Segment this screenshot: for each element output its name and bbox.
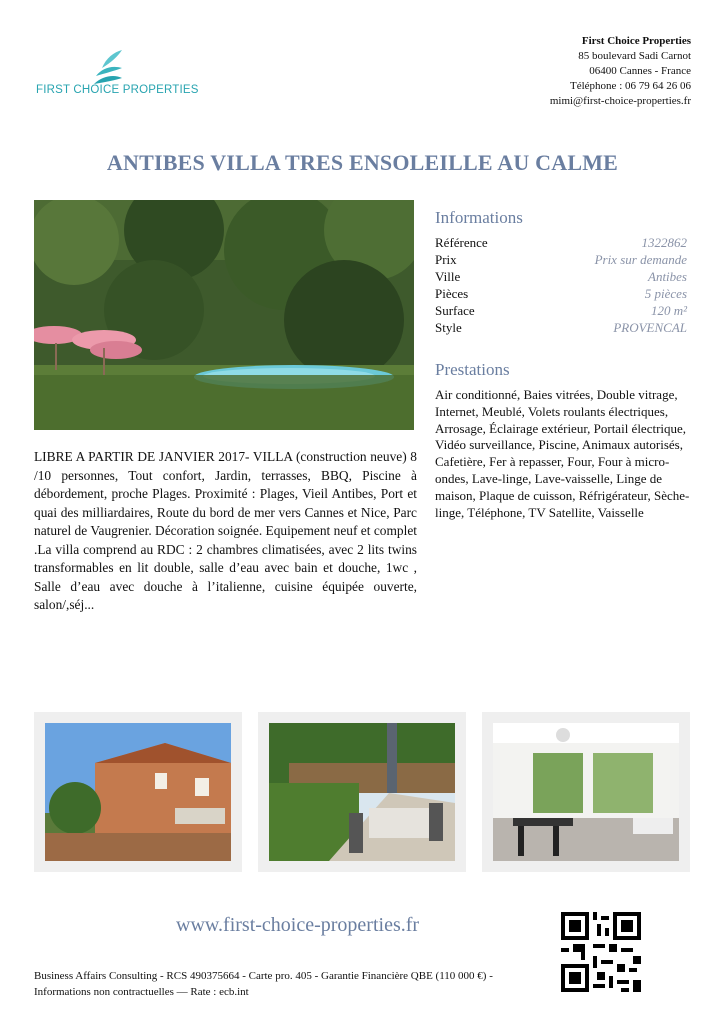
website-link[interactable]: www.first-choice-properties.fr bbox=[176, 914, 420, 936]
info-row-rooms bbox=[435, 285, 687, 302]
info-label: Pièces bbox=[435, 286, 469, 301]
thumbnail-interior[interactable] bbox=[482, 712, 690, 872]
prestations-list: Air conditionné, Baies vitrées, Double vitrage, Internet, Meublé, Volets roulants électriques, Arrosage, Éclairage extérieur, Portail électrique, Vidéo surveillance, Piscine, Animaux autorisés, Cafetière, Fer à repasser, Four, Four à micro-ondes, Lave-linge, Lave-vaisselle, Linge de maison, Plaque de cuisson, Réfrigérateur, Sèche-linge, Téléphone, TV Satellite, Vaisselle bbox=[435, 387, 690, 520]
agency-address-line2: 06400 Cannes - France bbox=[589, 65, 691, 77]
informations-table bbox=[435, 234, 687, 336]
info-value: Prix sur demande bbox=[594, 252, 687, 267]
prestations-heading: Prestations bbox=[435, 360, 510, 379]
agency-contact bbox=[431, 34, 691, 109]
thumbnail-facade[interactable] bbox=[34, 712, 242, 872]
info-label: Surface bbox=[435, 303, 475, 318]
agency-email[interactable]: mimi@first-choice-properties.fr bbox=[549, 95, 691, 107]
agency-address-line1: 85 boulevard Sadi Carnot bbox=[578, 50, 691, 62]
info-row-style bbox=[435, 319, 687, 336]
thumbnail-terrace-photo bbox=[269, 723, 455, 861]
info-value: 5 pièces bbox=[644, 286, 687, 301]
thumbnail-terrace[interactable] bbox=[258, 712, 466, 872]
agency-name: First Choice Properties bbox=[581, 35, 691, 47]
agency-phone: Téléphone : 06 79 64 26 06 bbox=[570, 80, 691, 92]
thumbnail-interior-photo bbox=[493, 723, 679, 861]
info-value: PROVENCAL bbox=[613, 320, 687, 335]
listing-title: ANTIBES VILLA TRES ENSOLEILLE AU CALME bbox=[106, 150, 619, 175]
informations-heading: Informations bbox=[435, 208, 523, 227]
info-label: Prix bbox=[435, 252, 457, 267]
logo-text: FIRST CHOICE PROPERTIES bbox=[36, 84, 199, 96]
info-row-reference bbox=[435, 234, 687, 251]
info-label: Ville bbox=[435, 269, 461, 284]
info-value: Antibes bbox=[648, 269, 687, 284]
property-description: LIBRE A PARTIR DE JANVIER 2017- VILLA (construction neuve) 8 /10 personnes, Tout confort, Jardin, terrasses, BBQ, Piscine à débordement, proche Plages. Proximité : Plages, Vieil Antibes, Port et quai des milliardaires, Route du bord de mer vers Cannes et Nice, Parc naturel de Vaugrenier. Décoration soignée. Equipement neuf et complet .La villa comprend au RDC : 2 chambres climatisées, avec 2 lits twins transformables en lit double, salle d’eau avec bain et douche, 1wc , Salle d’eau avec douche à l’italienne, cuisine équipée ouverte, salon/,séj... bbox=[34, 449, 417, 612]
info-label: Référence bbox=[435, 235, 488, 250]
info-label: Style bbox=[435, 320, 462, 335]
qr-code-icon bbox=[557, 908, 645, 996]
main-property-photo bbox=[34, 200, 414, 430]
info-row-surface bbox=[435, 302, 687, 319]
wave-logo-icon bbox=[94, 50, 122, 84]
info-row-price bbox=[435, 251, 687, 268]
info-value: 1322862 bbox=[641, 235, 687, 250]
info-value: 120 m² bbox=[650, 303, 687, 318]
thumbnail-facade-photo bbox=[45, 723, 231, 861]
legal-footer: Business Affairs Consulting - RCS 490375664 - Carte pro. 405 - Garantie Financière QBE (110 000 €) - Informations non contractuelles — Rate : ecb.int bbox=[34, 970, 493, 998]
info-row-city bbox=[435, 268, 687, 285]
